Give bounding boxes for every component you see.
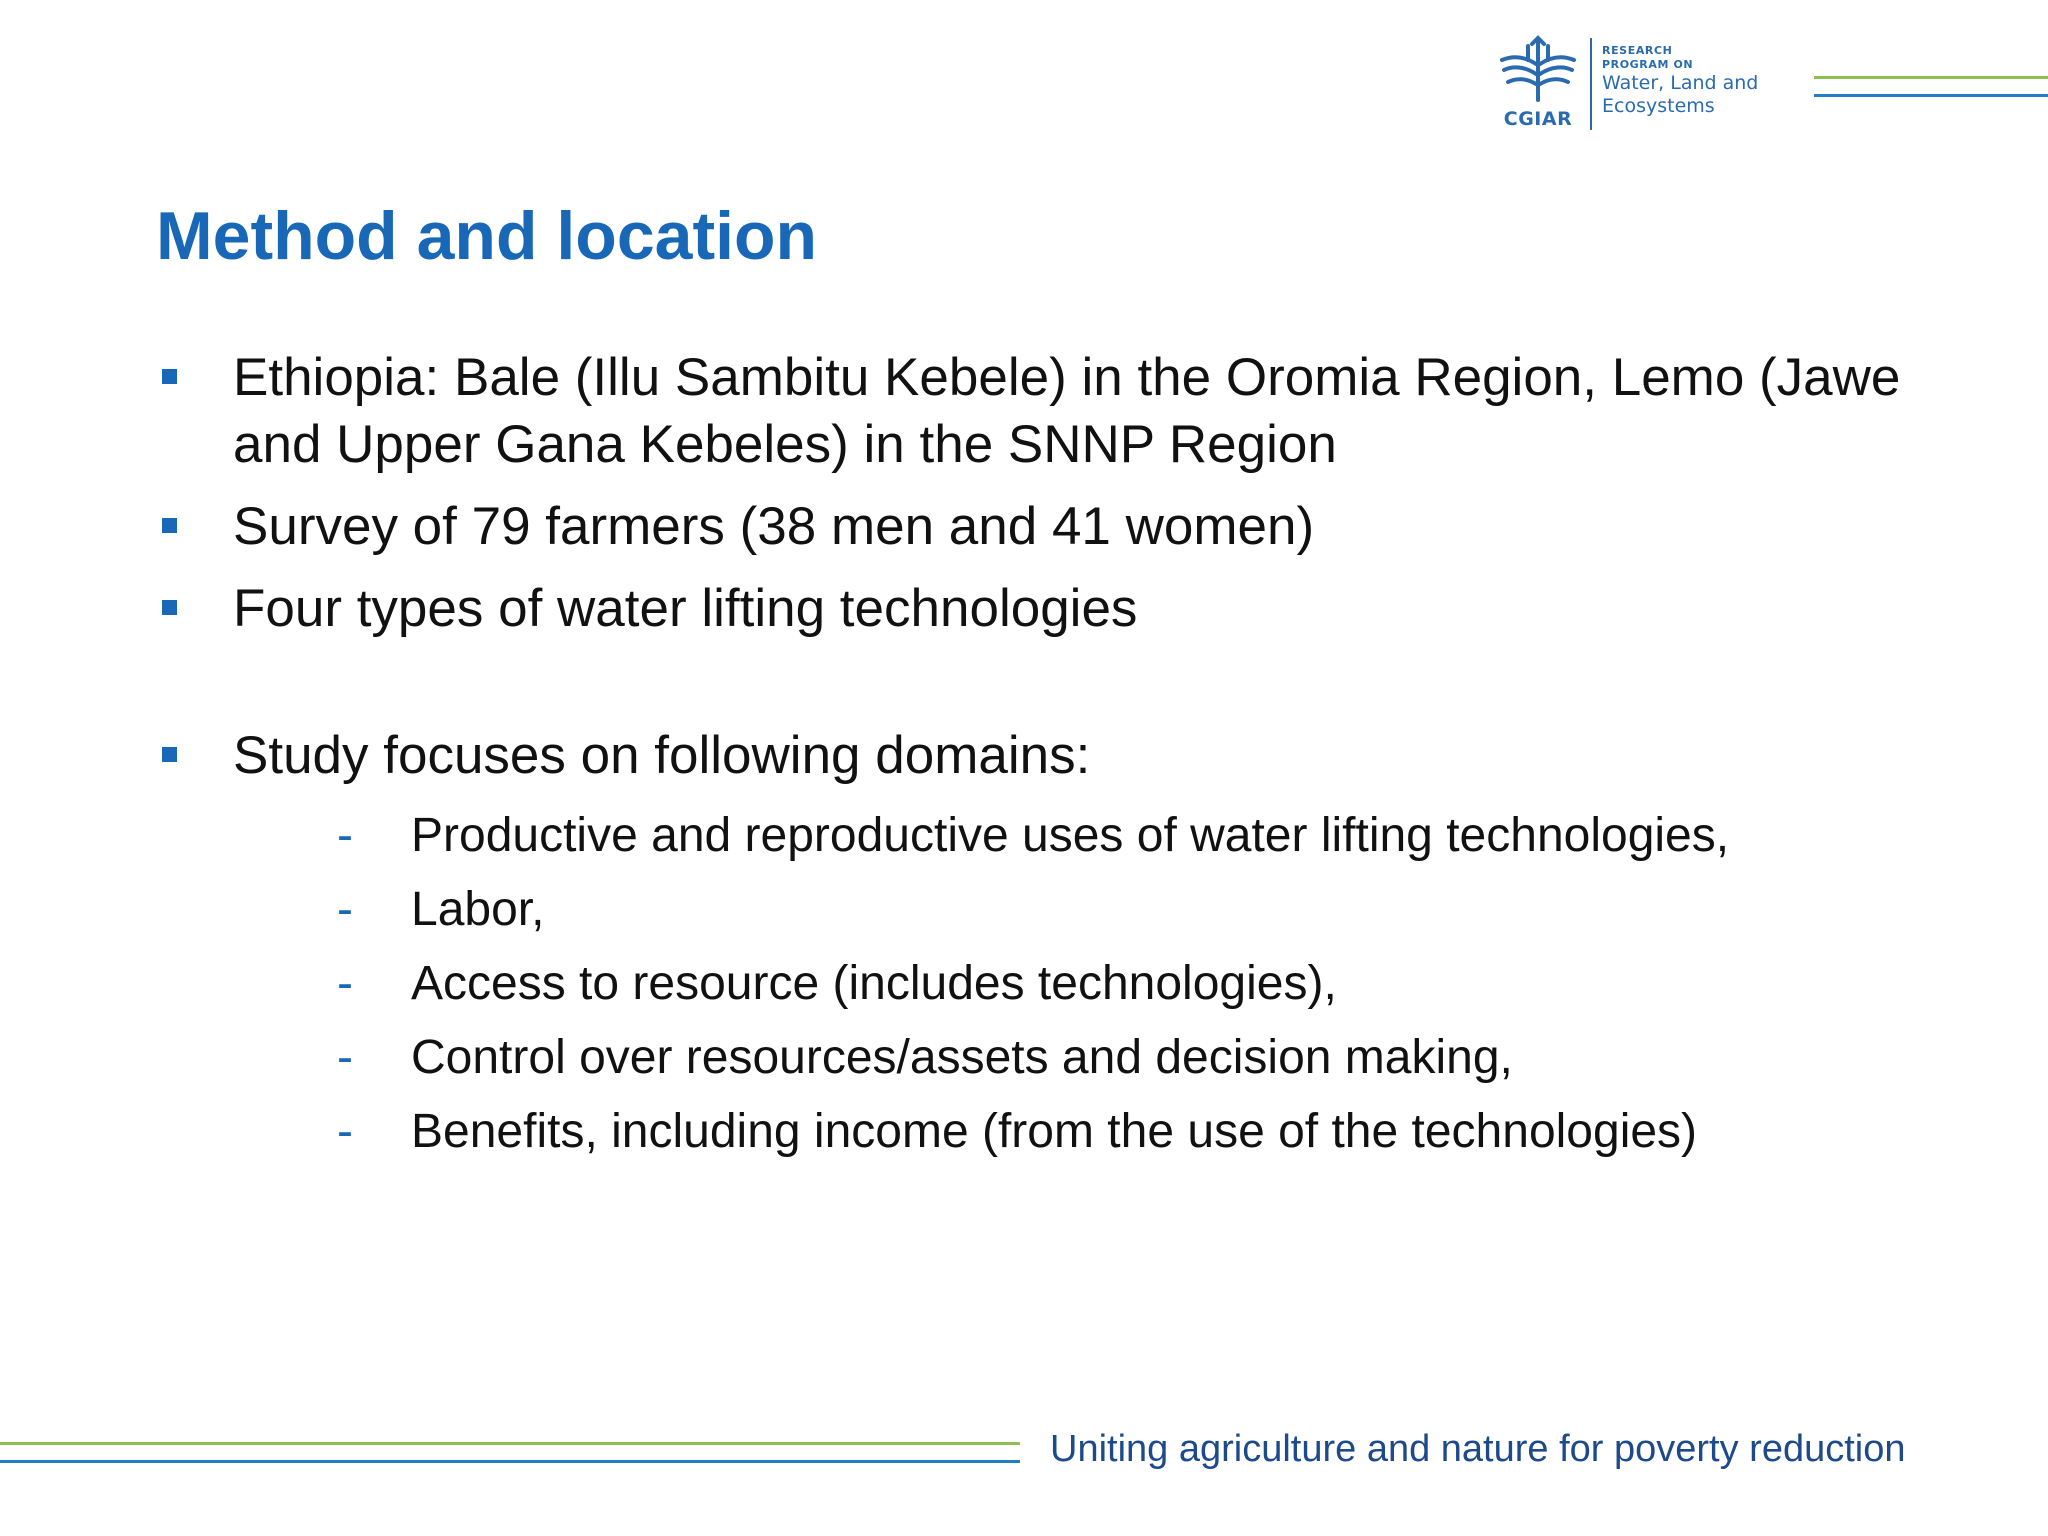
sub-bullet-item — [233, 799, 1956, 873]
logo-program-name-2: Ecosystems — [1602, 95, 1715, 117]
dash-bullet-icon: - — [337, 957, 353, 1010]
bullet-item — [156, 344, 1956, 478]
domain-sublist — [233, 799, 1956, 1169]
sub-bullet-item — [233, 1095, 1956, 1169]
square-bullet-icon — [162, 369, 177, 384]
sub-bullet-text: Control over resources/assets and decision making, — [411, 1031, 1513, 1084]
sub-bullet-text: Benefits, including income (from the use of the technologies) — [411, 1105, 1698, 1158]
wheat-emblem-icon — [1498, 34, 1578, 106]
sub-bullet-item — [233, 873, 1956, 947]
sub-bullet-text: Productive and reproductive uses of water lifting technologies, — [411, 809, 1730, 862]
bullet-text: Study focuses on following domains: — [233, 726, 1091, 785]
bullet-item — [156, 493, 1956, 560]
cgiar-emblem — [1496, 34, 1580, 138]
dash-bullet-icon: - — [337, 809, 353, 862]
header-rule-blue — [1814, 94, 2048, 97]
bullet-item — [156, 575, 1956, 642]
footer-rule-green — [0, 1442, 1020, 1445]
bullet-text: Ethiopia: Bale (Illu Sambitu Kebele) in the Oromia Region, Lemo (Jawe and Upper Gana Kebeles) in the SNNP Region — [233, 348, 1901, 474]
bullet-item — [156, 722, 1956, 1169]
dash-bullet-icon: - — [337, 1105, 353, 1158]
logo-research-label: RESEARCH — [1602, 44, 1673, 57]
bullet-text: Survey of 79 farmers (38 men and 41 women) — [233, 497, 1315, 556]
dash-bullet-icon: - — [337, 883, 353, 936]
sub-bullet-text: Access to resource (includes technologies), — [411, 957, 1337, 1010]
sub-bullet-item — [233, 1021, 1956, 1095]
logo-program-text — [1602, 44, 1782, 118]
logo-program-name-1: Water, Land and — [1602, 72, 1759, 94]
bullet-list — [156, 344, 1956, 1184]
slide-title: Method and location — [156, 198, 818, 274]
footer-rule-blue — [0, 1460, 1020, 1463]
header-rule-green — [1814, 76, 2048, 79]
logo-divider — [1590, 38, 1592, 130]
dash-bullet-icon: - — [337, 1031, 353, 1084]
sub-bullet-item — [233, 947, 1956, 1021]
sub-bullet-text: Labor, — [411, 883, 545, 936]
bullet-text: Four types of water lifting technologies — [233, 579, 1138, 638]
cgiar-wle-logo — [1496, 34, 1776, 138]
logo-program-label: PROGRAM ON — [1602, 58, 1694, 71]
square-bullet-icon — [162, 600, 177, 615]
square-bullet-icon — [162, 518, 177, 533]
footer-tagline: Uniting agriculture and nature for poverty reduction — [1050, 1428, 1906, 1470]
square-bullet-icon — [162, 747, 177, 762]
logo-org-name: CGIAR — [1503, 108, 1573, 130]
